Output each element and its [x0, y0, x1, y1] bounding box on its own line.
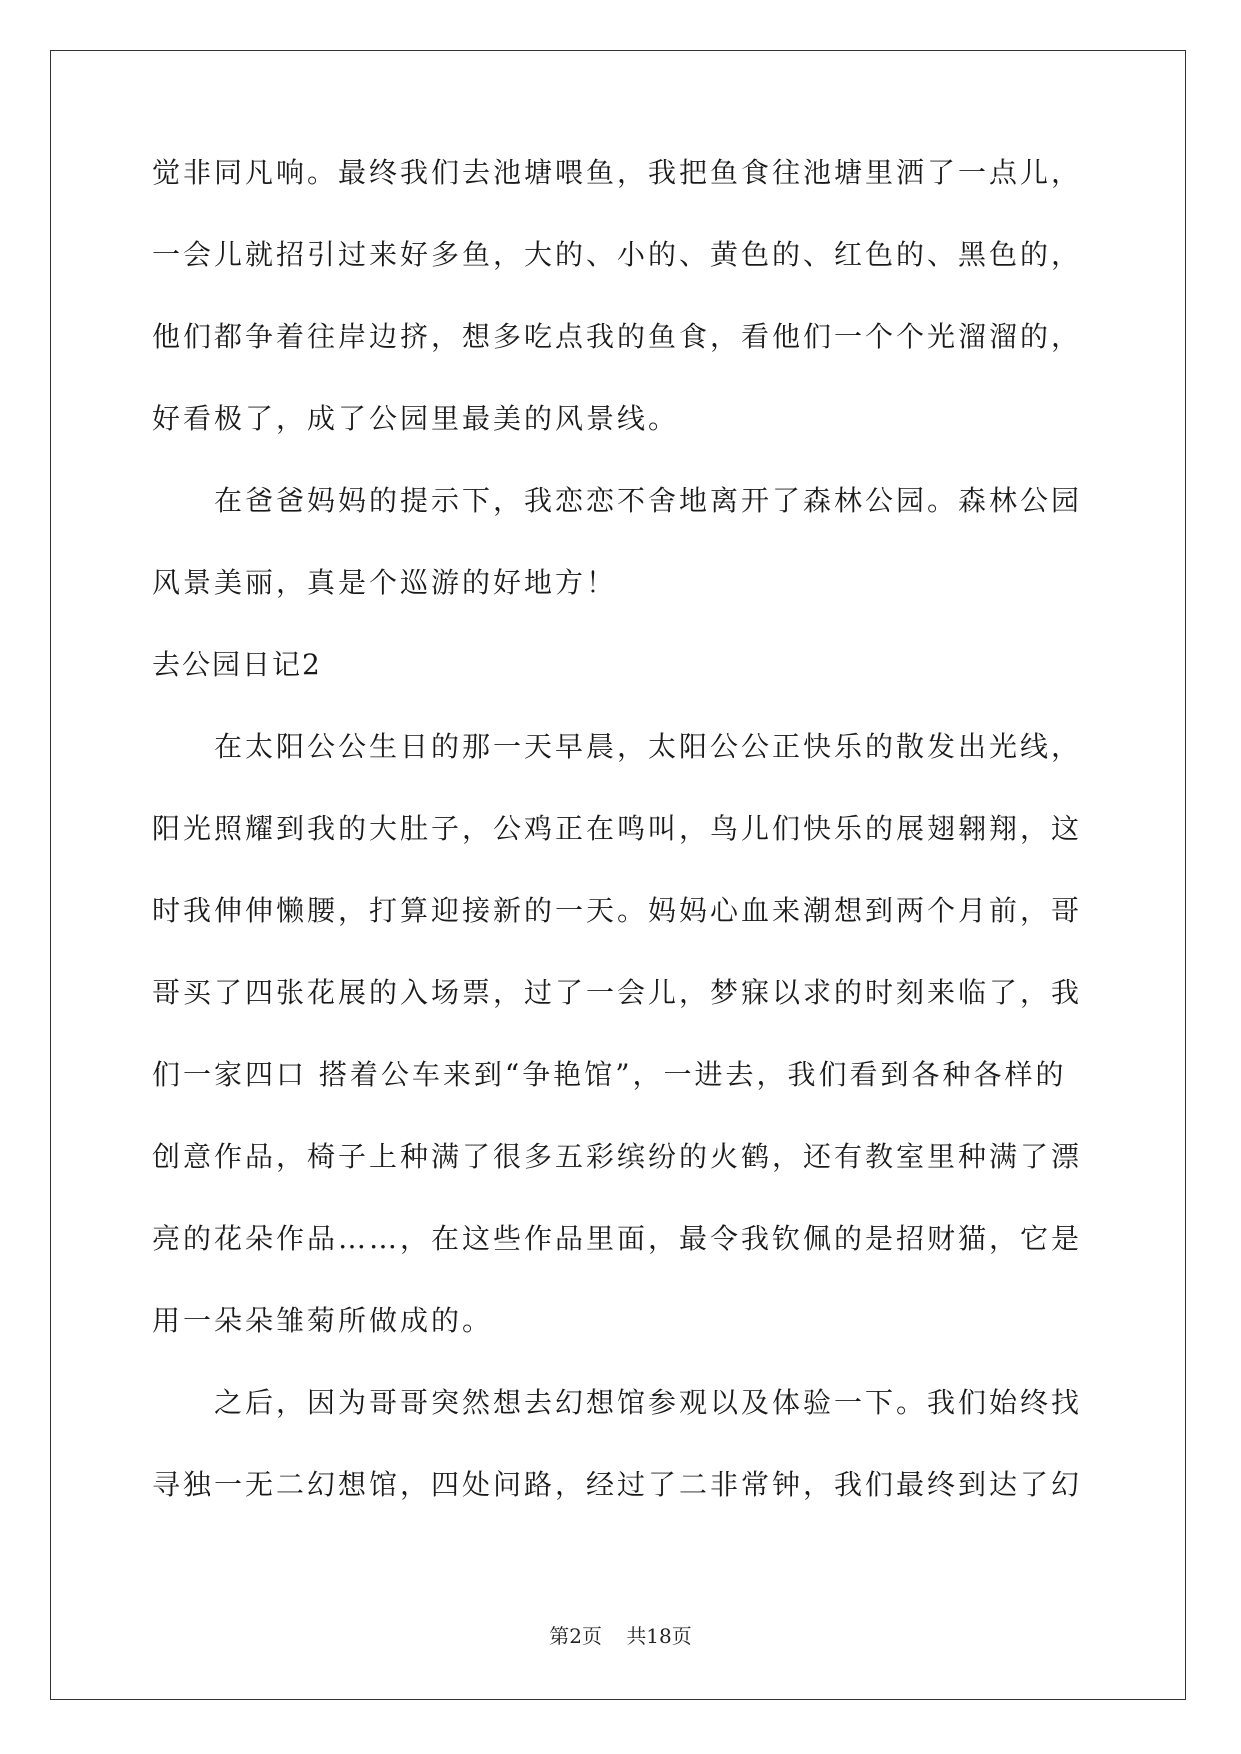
text-line: 在太阳公公生日的那一天早晨，太阳公公正快乐的散发出光线， — [214, 730, 1083, 763]
text-line: 在爸爸妈妈的提示下，我恋恋不舍地离开了森林公园。森林公园 — [214, 484, 1083, 517]
text-line: 哥买了四张花展的入场票，过了一会儿，梦寐以求的时刻来临了，我 — [152, 976, 1083, 1009]
section-heading: 去公园日记2 — [152, 648, 322, 681]
text-line: 用一朵朵雏菊所做成的。 — [152, 1304, 494, 1337]
text-line: 一会儿就招引过来好多鱼，大的、小的、黄色的、红色的、黑色的， — [152, 238, 1083, 271]
text-line: 之后，因为哥哥突然想去幻想馆参观以及体验一下。我们始终找 — [214, 1386, 1083, 1419]
text-line: 风景美丽，真是个巡游的好地方！ — [152, 566, 618, 599]
text-line: 他们都争着往岸边挤，想多吃点我的鱼食，看他们一个个光溜溜的， — [152, 320, 1083, 353]
text-line: 时我伸伸懒腰，打算迎接新的一天。妈妈心血来潮想到两个月前，哥 — [152, 894, 1083, 927]
page-footer — [0, 1620, 1241, 1649]
page-total: 共18页 — [626, 1624, 692, 1648]
text-line: 好看极了，成了公园里最美的风景线。 — [152, 402, 680, 435]
text-line: 寻独一无二幻想馆，四处问路，经过了二非常钟，我们最终到达了幻 — [152, 1468, 1083, 1501]
text-line: 觉非同凡响。最终我们去池塘喂鱼，我把鱼食往池塘里洒了一点儿， — [152, 156, 1083, 189]
document-body — [152, 132, 1088, 1526]
text-line: 亮的花朵作品……，在这些作品里面，最令我钦佩的是招财猫，它是 — [152, 1222, 1083, 1255]
text-line: 阳光照耀到我的大肚子，公鸡正在鸣叫，鸟儿们快乐的展翅翱翔，这 — [152, 812, 1083, 845]
text-line: 们一家四口 搭着公车来到“争艳馆”，一进去，我们看到各种各样的 — [152, 1058, 1067, 1091]
text-line: 创意作品，椅子上种满了很多五彩缤纷的火鹤，还有教室里种满了漂 — [152, 1140, 1083, 1173]
page-number: 第2页 — [549, 1624, 602, 1648]
